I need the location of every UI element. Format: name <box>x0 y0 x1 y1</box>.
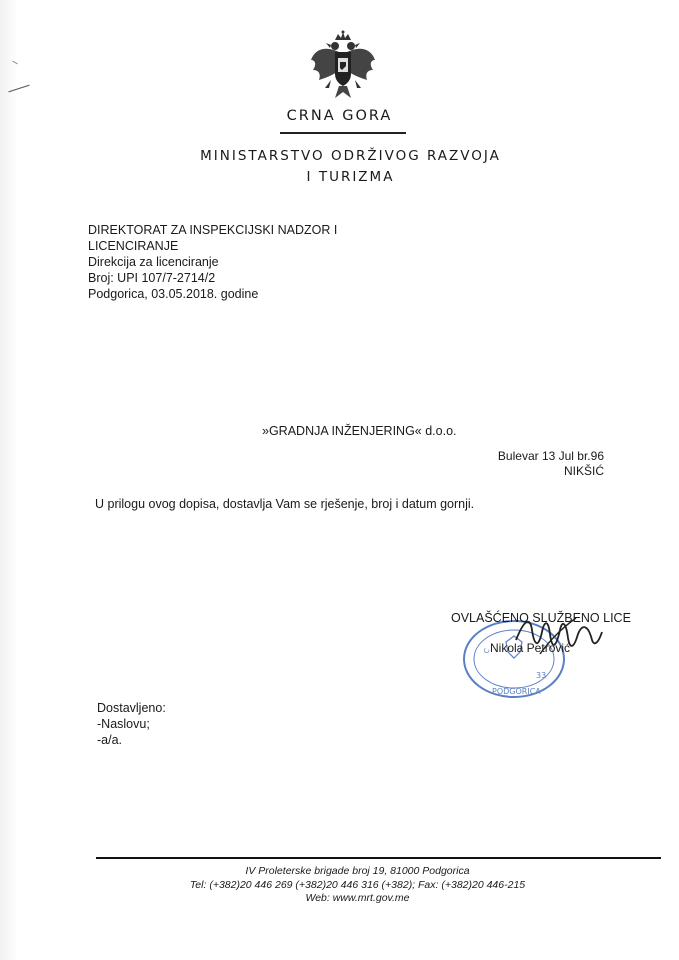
svg-text:C: C <box>482 647 492 655</box>
country-name: CRNA GORA <box>286 108 393 124</box>
footer-divider <box>96 857 661 859</box>
place-date: Podgorica, 03.05.2018. godine <box>88 287 259 301</box>
signatory-name: Nikola Petrović <box>490 641 571 655</box>
distribution-label: Dostavljeno: <box>97 701 166 715</box>
scan-edge-shadow <box>0 0 18 960</box>
directorate-line-1: DIREKTORAT ZA INSPEKCIJSKI NADZOR I <box>88 223 338 237</box>
ministry-name <box>0 146 679 188</box>
distribution-block <box>97 700 166 748</box>
coat-of-arms-icon <box>309 30 377 104</box>
sender-block <box>88 222 337 302</box>
letter-body: U prilogu ovog dopisa, dostavlja Vam se rješenje, broj i datum gornji. <box>95 497 475 511</box>
footer-phones: Tel: (+382)20 446 269 (+382)20 446 316 (+382); Fax: (+382)20 446-215 <box>189 878 526 891</box>
division-name: Direkcija za licenciranje <box>88 255 219 269</box>
recipient-address <box>498 449 604 479</box>
ministry-line-1: MINISTARSTVO ODRŽIVOG RAZVOJA <box>200 148 501 164</box>
stamp-city: PODGORICA <box>492 687 541 696</box>
directorate-line-2: LICENCIRANJE <box>88 239 179 253</box>
footer-web: Web: www.mrt.gov.me <box>305 892 410 904</box>
recipient-name: »GRADNJA INŽENJERING« d.o.o. <box>262 424 457 438</box>
handwritten-signature <box>510 610 605 660</box>
reference-number: Broj: UPI 107/7-2714/2 <box>88 271 216 285</box>
footer <box>0 865 679 906</box>
footer-address: IV Proleterske brigade broj 19, 81000 Podgorica <box>245 865 470 877</box>
distribution-item: -a/a. <box>97 733 123 747</box>
distribution-item: -Naslovu; <box>97 717 150 731</box>
recipient-city: NIKŠIĆ <box>563 464 604 478</box>
signatory-title: OVLAŠĆENO SLUŽBENO LICE <box>451 611 631 625</box>
letterhead-divider <box>280 132 406 134</box>
recipient-street: Bulevar 13 Jul br.96 <box>497 449 604 463</box>
ministry-line-2: I TURIZMA <box>306 169 395 185</box>
stamp-number: 33 <box>536 671 547 680</box>
